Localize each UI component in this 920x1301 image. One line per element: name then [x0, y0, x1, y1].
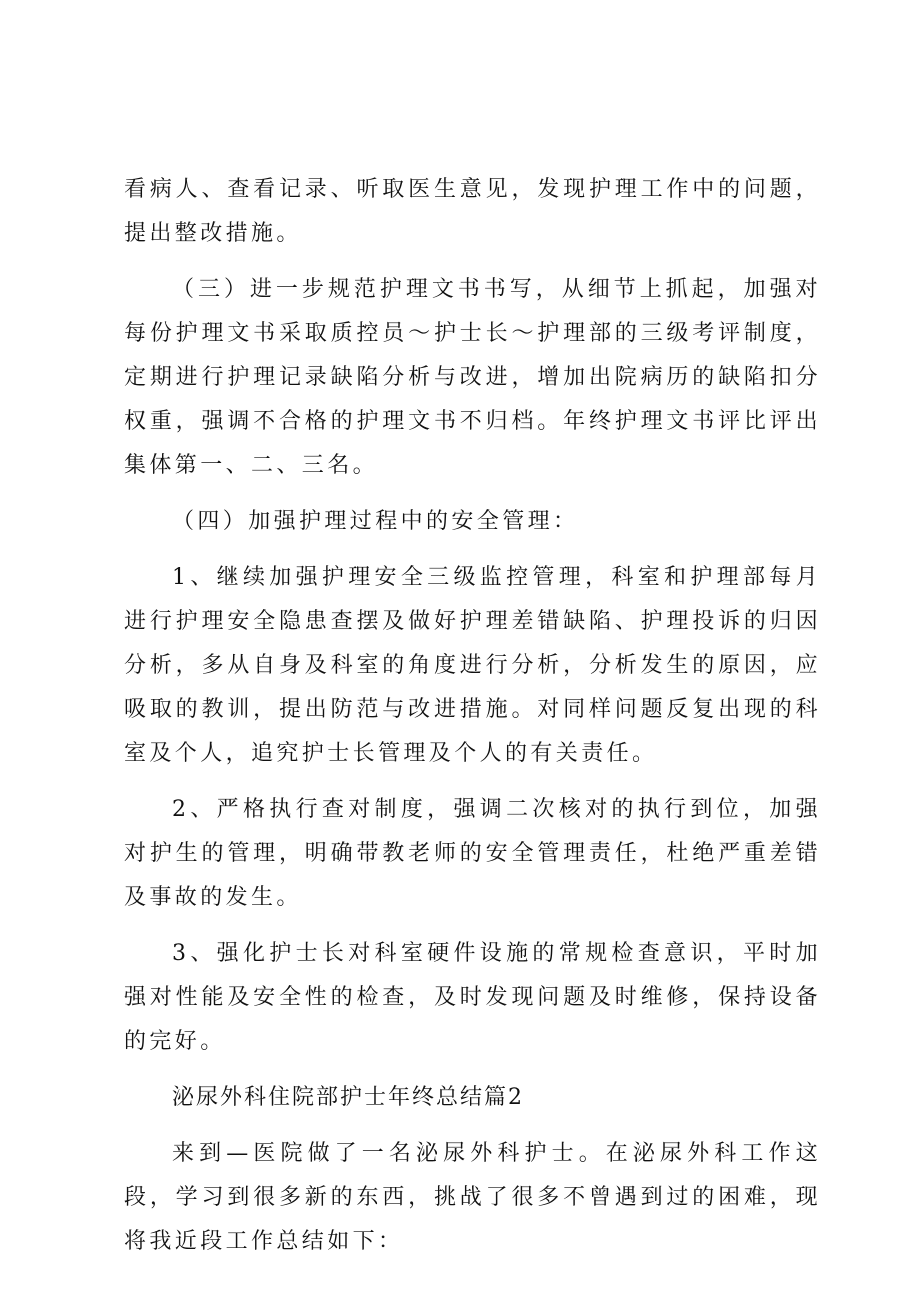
paragraph-intro: 来到—医院做了一名泌尿外科护士。在泌尿外科工作这段，学习到很多新的东西，挑战了很多不曾遇到过的困难，现将我近段工作总结如下：: [124, 1141, 821, 1254]
article-title: 泌尿外科住院部护士年终总结篇2: [172, 1085, 524, 1110]
document-body: [124, 168, 821, 1264]
paragraph-item-1: 1、继续加强护理安全三级监控管理，科室和护理部每月进行护理安全隐患查摆及做好护理差错缺陷、护理投诉的归因分析，多从自身及科室的角度进行分析，分析发生的原因，应吸取的教训，提出防范与改进措施。对同样问题反复出现的科室及个人，追究护士长管理及个人的有关责任。: [124, 565, 821, 766]
paragraph-item-3: 3、强化护士长对科室硬件设施的常规检查意识，平时加强对性能及安全性的检查，及时发现问题及时维修，保持设备的完好。: [124, 941, 821, 1054]
paragraph-section-3: （三）进一步规范护理文书书写，从细节上抓起，加强对每份护理文书采取质控员～护士长～护理部的三级考评制度，定期进行护理记录缺陷分析与改进，增加出院病历的缺陷扣分权重，强调不合格的护理文书不归档。年终护理文书评比评出集体第一、二、三名。: [124, 277, 821, 478]
paragraph-item-2: 2、严格执行查对制度，强调二次核对的执行到位，加强对护生的管理，明确带教老师的安全管理责任，杜绝严重差错及事故的发生。: [124, 797, 821, 910]
paragraph-section-4-heading: （四）加强护理过程中的安全管理：: [172, 509, 579, 534]
paragraph-continuation: 看病人、查看记录、听取医生意见，发现护理工作中的问题，提出整改措施。: [124, 177, 821, 246]
